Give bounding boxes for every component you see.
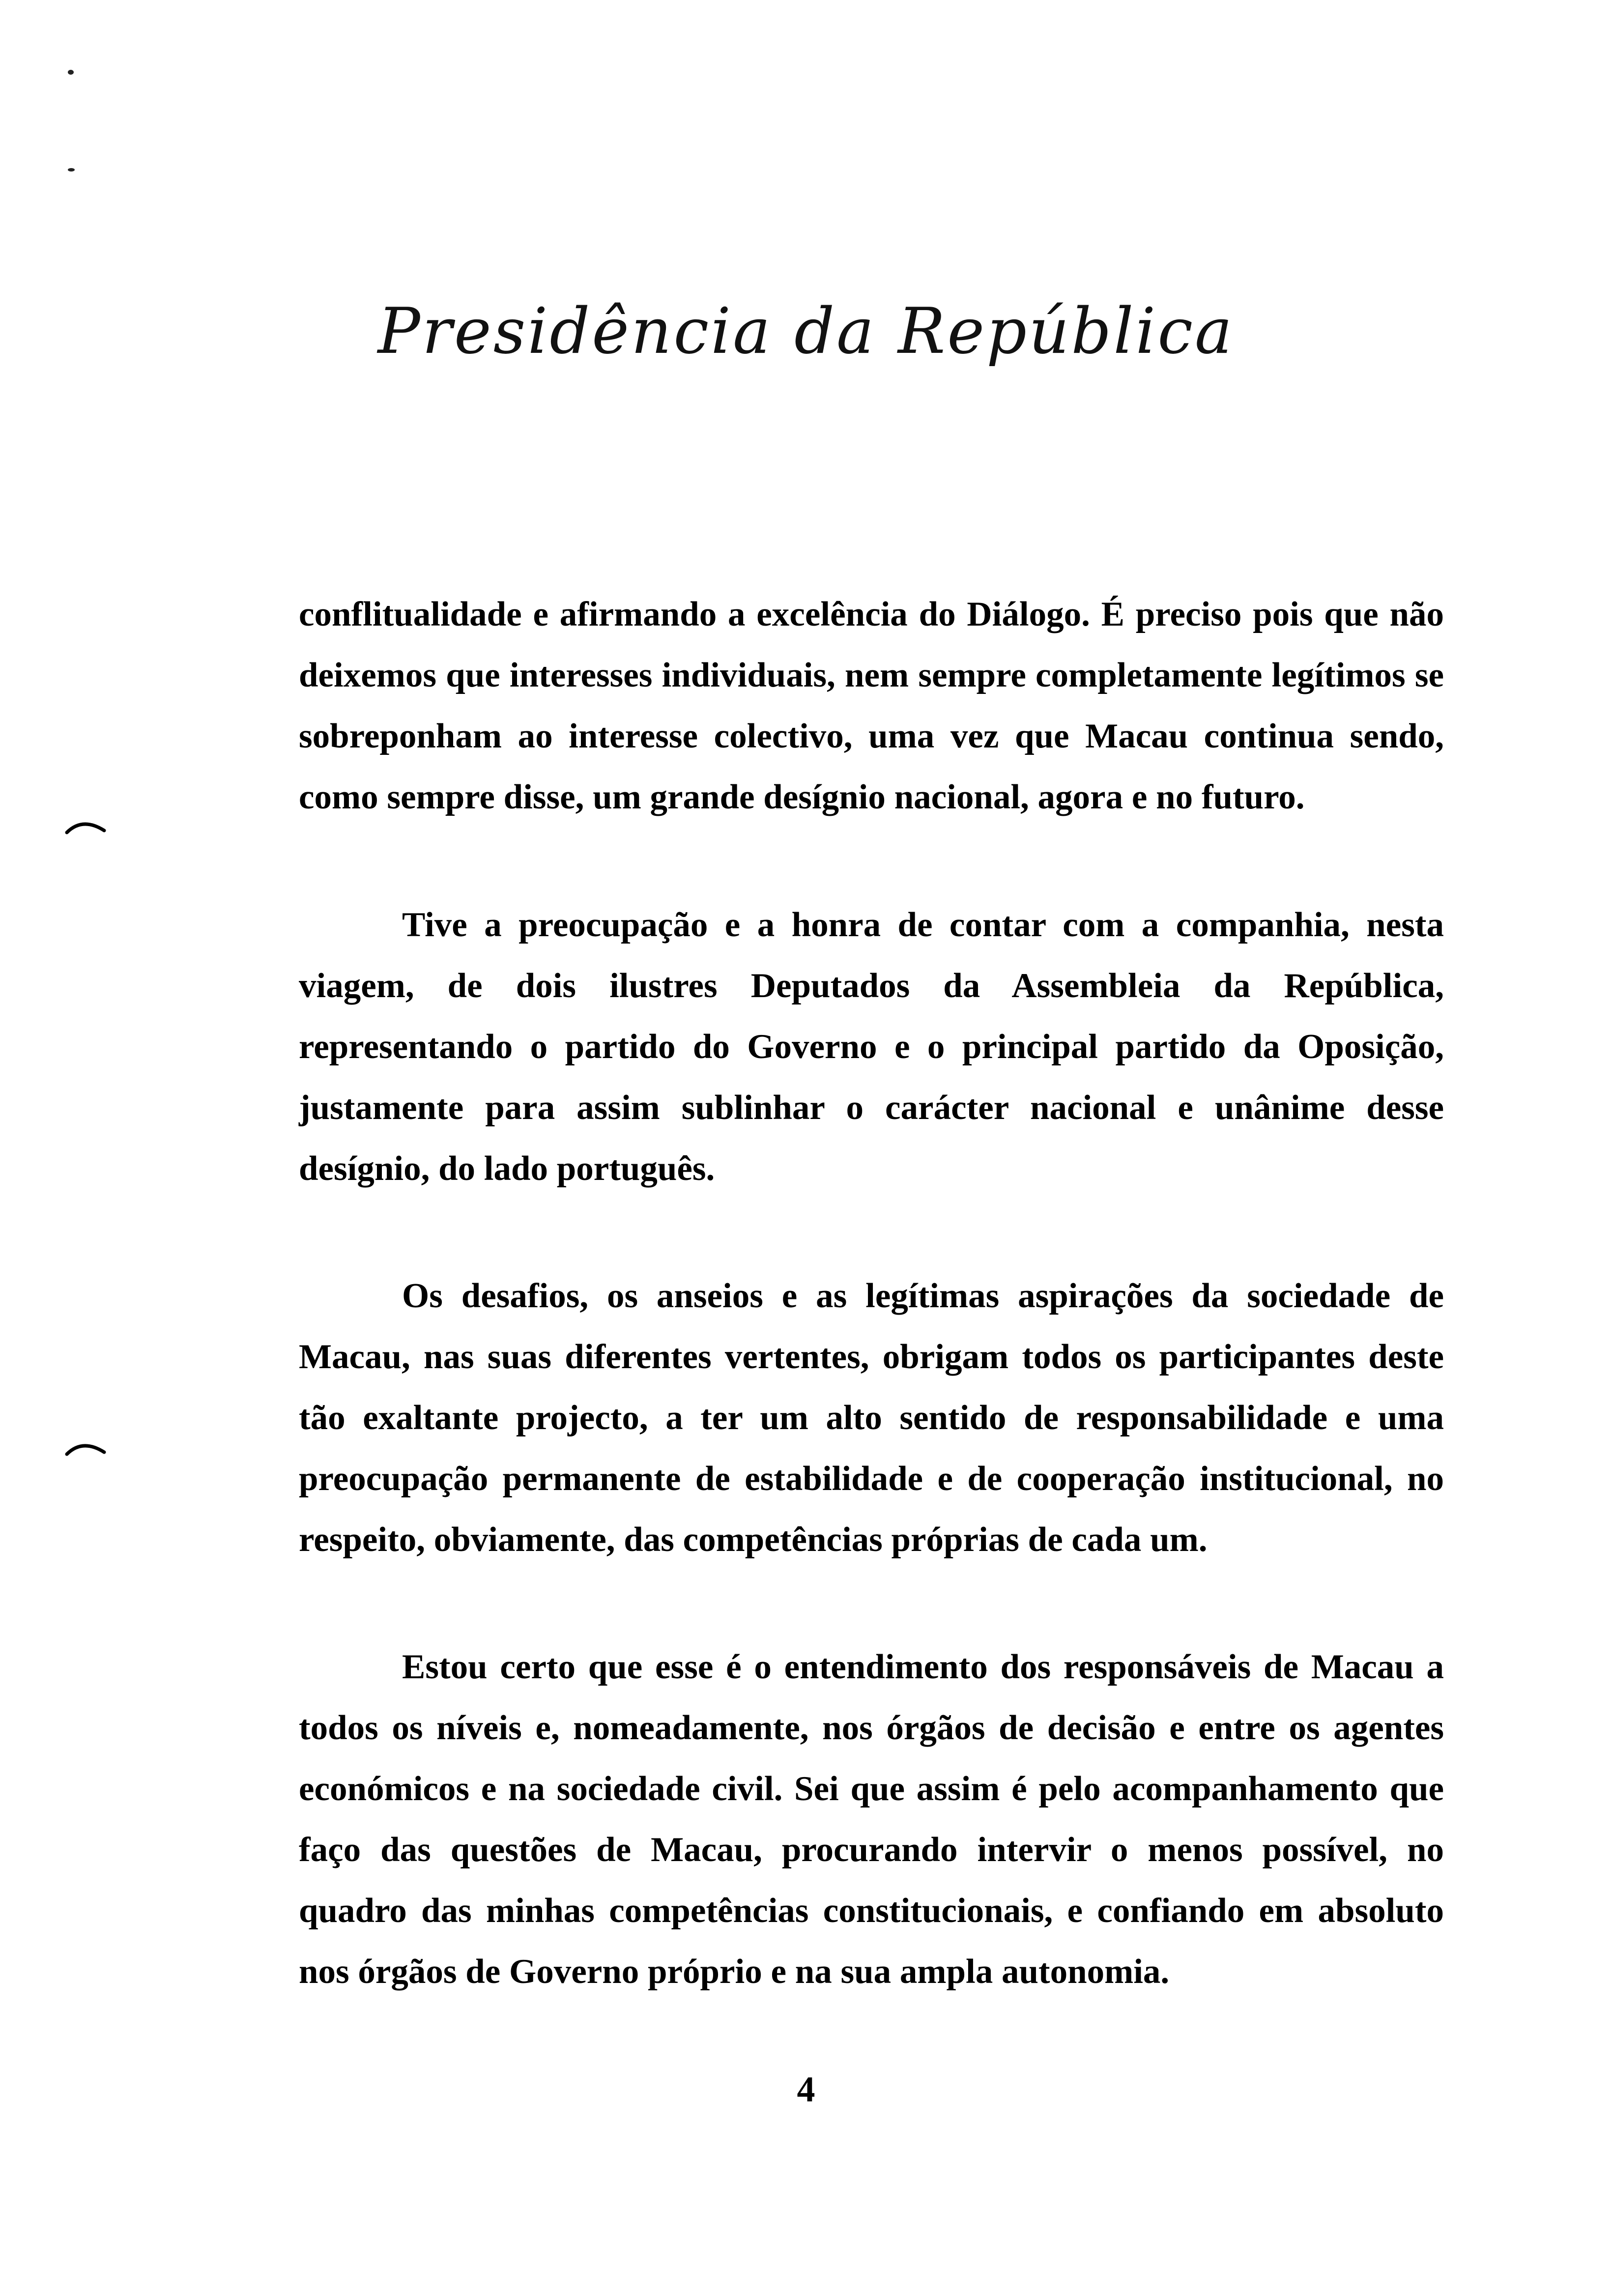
binder-mark-lower [63, 1437, 107, 1457]
scan-speck-mid [68, 168, 75, 172]
paragraph-2: Tive a preocupação e a honra de contar com a companhia, nesta viagem, de dois ilustres Deputados da Assembleia da República, representando o partido do Governo e o principal partido da Oposição, justamente para assim sublinhar o carácter nacional e unânime desse desígnio, do lado português. [299, 906, 1444, 1188]
letterhead: Presidência da República [377, 295, 1235, 368]
binder-mark-upper [63, 816, 107, 835]
page-number: 4 [797, 2069, 815, 2110]
paragraph-3: Os desafios, os anseios e as legítimas aspirações da sociedade de Macau, nas suas diferentes vertentes, obrigam todos os participantes deste tão exaltante projecto, a ter um alto sentido de responsabilidade e uma preocupação permanente de estabilidade e de cooperação institucional, no respeito, obviamente, das competências próprias de cada um. [299, 1277, 1444, 1559]
paragraph-1: conflitualidade e afirmando a excelência do Diálogo. É preciso pois que não deixemos que interesses individuais, nem sempre completamente legítimos se sobreponham ao interesse colectivo, uma vez que Macau continua sendo, como sempre disse, um grande desígnio nacional, agora e no futuro. [299, 595, 1444, 816]
scan-speck-top [68, 70, 74, 75]
paragraph-4: Estou certo que esse é o entendimento dos responsáveis de Macau a todos os níveis e, nomeadamente, nos órgãos de decisão e entre os agentes económicos e na sociedade civil. Sei que assim é pelo acompanhamento que faço das questões de Macau, procurando intervir o menos possível, no quadro das minhas competências constitucionais, e confiando em absoluto nos órgãos de Governo próprio e na sua ampla autonomia. [299, 1648, 1444, 1991]
